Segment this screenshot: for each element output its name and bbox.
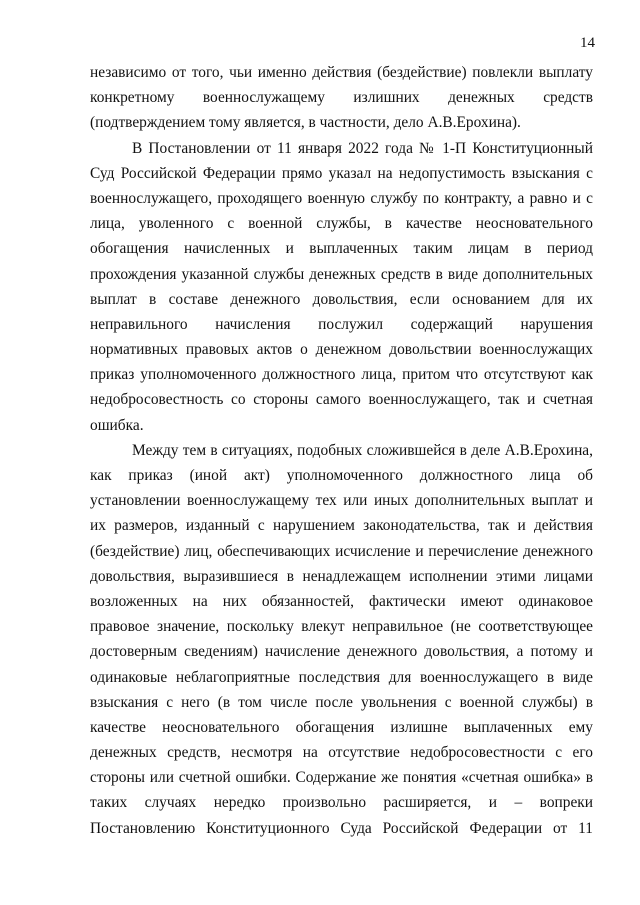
- text-line: Суд Российской Федерации прямо указал на недопустимость взыскания с: [90, 164, 593, 182]
- text-line: прохождения указанной службы денежных средств в виде дополнительных: [90, 265, 593, 283]
- document-body: [90, 60, 593, 841]
- text-line: таких случаях нередко произвольно расширяется, и – вопреки: [90, 794, 593, 812]
- text-line: достоверным сведениям) начисление денежного довольствия, а потому и: [90, 643, 593, 661]
- text-line: их размеров, изданный с нарушением законодательства, так и действия: [90, 517, 593, 535]
- text-line: денежных средств, несмотря на отсутствие недобросовестности с его: [90, 744, 593, 762]
- text-line: ошибка.: [90, 416, 144, 434]
- paragraph-start-line: В Постановлении от 11 января 2022 года № 1-П Конституционный: [132, 139, 593, 157]
- text-line: одинаковые неблагоприятные последствия для военнослужащего в виде: [90, 668, 593, 686]
- text-line: установлении военнослужащему тех или иных дополнительных выплат и: [90, 492, 593, 510]
- text-line: Постановлению Конституционного Суда Российской Федерации от 11: [90, 819, 593, 837]
- page-number: 14: [580, 35, 595, 51]
- paragraph-start-line: Между тем в ситуациях, подобных сложившейся в деле А.В.Ерохина,: [132, 441, 593, 459]
- text-line: качестве неосновательного обогащения излишне выплаченных ему: [90, 718, 593, 736]
- text-line: обогащения начисленных и выплаченных таким лицам в период: [90, 240, 593, 258]
- text-line: выплат в составе денежного довольствия, если основанием для их: [90, 290, 593, 308]
- text-line: военнослужащего, проходящего военную службу по контракту, а равно и с: [90, 189, 593, 207]
- text-line: взыскания с него (в том числе после увольнения с военной службы) в: [90, 693, 593, 711]
- text-line: правовое значение, поскольку влекут неправильное (не соответствующее: [90, 618, 593, 636]
- text-line: нормативных правовых актов о денежном довольствии военнослужащих: [90, 341, 593, 359]
- text-line: стороны или счетной ошибки. Содержание же понятия «счетная ошибка» в: [90, 769, 593, 787]
- text-line: (подтверждением тому является, в частности, дело А.В.Ерохина).: [90, 114, 521, 132]
- text-line: независимо от того, чьи именно действия (бездействие) повлекли выплату: [90, 64, 593, 81]
- text-line: конкретному военнослужащему излишних денежных средств: [90, 89, 593, 107]
- text-line: лица, уволенного с военной службы, в качестве неосновательного: [90, 215, 593, 233]
- text-line: довольствия, выразившиеся в ненадлежащем исполнении этими лицами: [90, 567, 593, 585]
- text-line: как приказ (иной акт) уполномоченного должностного лица об: [90, 467, 593, 484]
- text-line: приказ уполномоченного должностного лица, притом что отсутствуют как: [90, 366, 593, 384]
- text-line: (бездействие) лиц, обеспечивающих исчисление и перечисление денежного: [90, 542, 593, 560]
- text-line: возложенных на них обязанностей, фактически имеют одинаковое: [90, 592, 593, 610]
- text-line: недобросовестность со стороны самого военнослужащего, так и счетная: [90, 391, 593, 409]
- text-line: неправильного начисления послужил содержащий нарушения: [90, 315, 593, 333]
